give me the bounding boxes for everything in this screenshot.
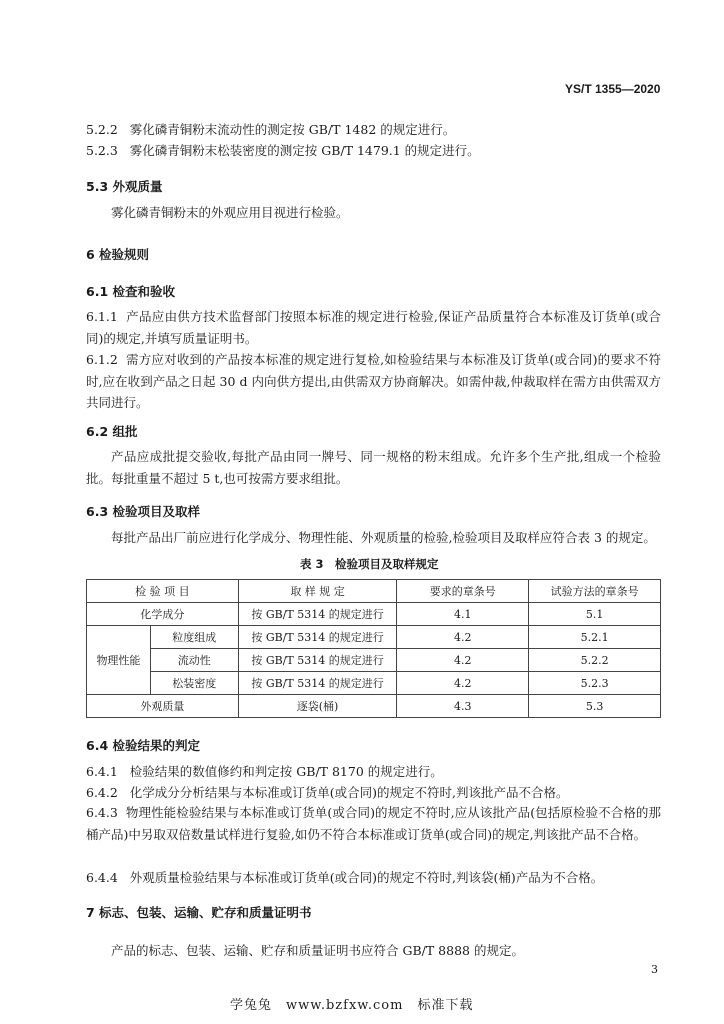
heading-5-3: 5.3 外观质量 [86, 179, 163, 194]
item-cell: 松装密度 [150, 672, 238, 695]
heading-7: 7 标志、包装、运输、贮存和质量证明书 [86, 905, 312, 920]
header-cell: 要求的章条号 [397, 580, 529, 603]
clause-text: 检验结果的数值修约和判定按 GB/T 8170 的规定进行。 [129, 764, 443, 779]
requirement-cell: 4.2 [397, 649, 529, 672]
requirement-cell: 4.2 [397, 672, 529, 695]
table-row [87, 626, 661, 649]
sampling-cell: 按 GB/T 5314 的规定进行 [238, 626, 397, 649]
clause-6-4-1 [86, 761, 443, 782]
requirement-cell: 4.2 [397, 626, 529, 649]
paragraph-6-3: 每批产品出厂前应进行化学成分、物理性能、外观质量的检验,检验项目及取样应符合表 3 的规定。 [111, 530, 656, 545]
sampling-cell: 按 GB/T 5314 的规定进行 [238, 649, 397, 672]
footer-watermark: 学兔兔 www.bzfxw.com 标准下载 [230, 998, 474, 1013]
clause-5-2-3 [86, 140, 480, 161]
heading-6-3: 6.3 检验项目及取样 [86, 504, 200, 519]
table-header-row [87, 580, 661, 603]
item-cell: 粒度组成 [150, 626, 238, 649]
heading-6-2: 6.2 组批 [86, 424, 138, 439]
method-cell: 5.3 [529, 695, 661, 718]
clause-6-4-4 [86, 867, 603, 888]
table-row [87, 649, 661, 672]
requirement-cell: 4.3 [397, 695, 529, 718]
group-cell: 物理性能 [87, 626, 151, 695]
item-cell: 外观质量 [87, 695, 239, 718]
clause-5-2-2 [86, 119, 455, 140]
clause-number: 6.1.2 [86, 352, 118, 367]
method-cell: 5.2.3 [529, 672, 661, 695]
item-cell: 流动性 [150, 649, 238, 672]
header-cell: 取 样 规 定 [238, 580, 397, 603]
paragraph-5-3: 雾化磷青铜粉末的外观应用目视进行检验。 [111, 205, 349, 220]
clause-number: 6.4.2 [86, 785, 118, 800]
heading-6-4: 6.4 检验结果的判定 [86, 738, 200, 753]
heading-6: 6 检验规则 [86, 247, 150, 262]
clause-text: 外观质量检验结果与本标准或订货单(或合同)的规定不符时,判该袋(桶)产品为不合格。 [129, 870, 604, 885]
table-row [87, 672, 661, 695]
sampling-cell: 按 GB/T 5314 的规定进行 [238, 672, 397, 695]
heading-6-1: 6.1 检查和验收 [86, 284, 175, 299]
clause-number: 6.1.1 [86, 309, 118, 324]
clause-number: 6.4.3 [86, 805, 118, 820]
sampling-cell: 逐袋(桶) [238, 695, 397, 718]
sampling-cell: 按 GB/T 5314 的规定进行 [238, 603, 397, 626]
inspection-table [86, 579, 661, 718]
page-number: 3 [651, 963, 658, 976]
header-cell: 试验方法的章条号 [529, 580, 661, 603]
item-cell: 化学成分 [87, 603, 239, 626]
clause-6-1-1 [86, 306, 661, 349]
clause-6-4-3 [86, 802, 661, 845]
header-cell: 检 验 项 目 [87, 580, 239, 603]
table-row [87, 603, 661, 626]
clause-number: 5.2.2 [86, 122, 118, 137]
clause-number: 6.4.4 [86, 870, 118, 885]
method-cell: 5.1 [529, 603, 661, 626]
table-row [87, 695, 661, 718]
table-caption: 表 3 检验项目及取样规定 [300, 557, 439, 571]
clause-text: 雾化磷青铜粉末松装密度的测定按 GB/T 1479.1 的规定进行。 [129, 143, 480, 158]
method-cell: 5.2.1 [529, 626, 661, 649]
paragraph-7: 产品的标志、包装、运输、贮存和质量证明书应符合 GB/T 8888 的规定。 [111, 943, 524, 958]
clause-6-1-2 [86, 349, 661, 414]
clause-text: 需方应对收到的产品按本标准的规定进行复检,如检验结果与本标准及订货单(或合同)的要求不符时,应在收到产品之日起 30 d 内向供方提出,由供需双方协商解决。如需仲裁,仲裁取样在需方由供需双方共同进行。 [86, 352, 661, 410]
clause-text: 化学成分分析结果与本标准或订货单(或合同)的规定不符时,判该批产品不合格。 [129, 785, 569, 800]
clause-number: 6.4.1 [86, 764, 118, 779]
standard-number: YS/T 1355—2020 [565, 82, 661, 96]
clause-text: 产品应由供方技术监督部门按照本标准的规定进行检验,保证产品质量符合本标准及订货单(或合同)的规定,并填写质量证明书。 [86, 309, 661, 346]
clause-6-4-2 [86, 782, 569, 803]
clause-text: 物理性能检验结果与本标准或订货单(或合同)的规定不符时,应从该批产品(包括原检验不合格的那桶产品)中另取双倍数量试样进行复验,如仍不符合本标准或订货单(或合同)的规定,判该批产品不合格。 [86, 805, 661, 842]
paragraph-6-2: 产品应成批提交验收,每批产品由同一牌号、同一规格的粉末组成。允许多个生产批,组成一个检验批。每批重量不超过 5 t,也可按需方要求组批。 [86, 449, 661, 486]
clause-number: 5.2.3 [86, 143, 118, 158]
clause-text: 雾化磷青铜粉末流动性的测定按 GB/T 1482 的规定进行。 [129, 122, 456, 137]
requirement-cell: 4.1 [397, 603, 529, 626]
method-cell: 5.2.2 [529, 649, 661, 672]
